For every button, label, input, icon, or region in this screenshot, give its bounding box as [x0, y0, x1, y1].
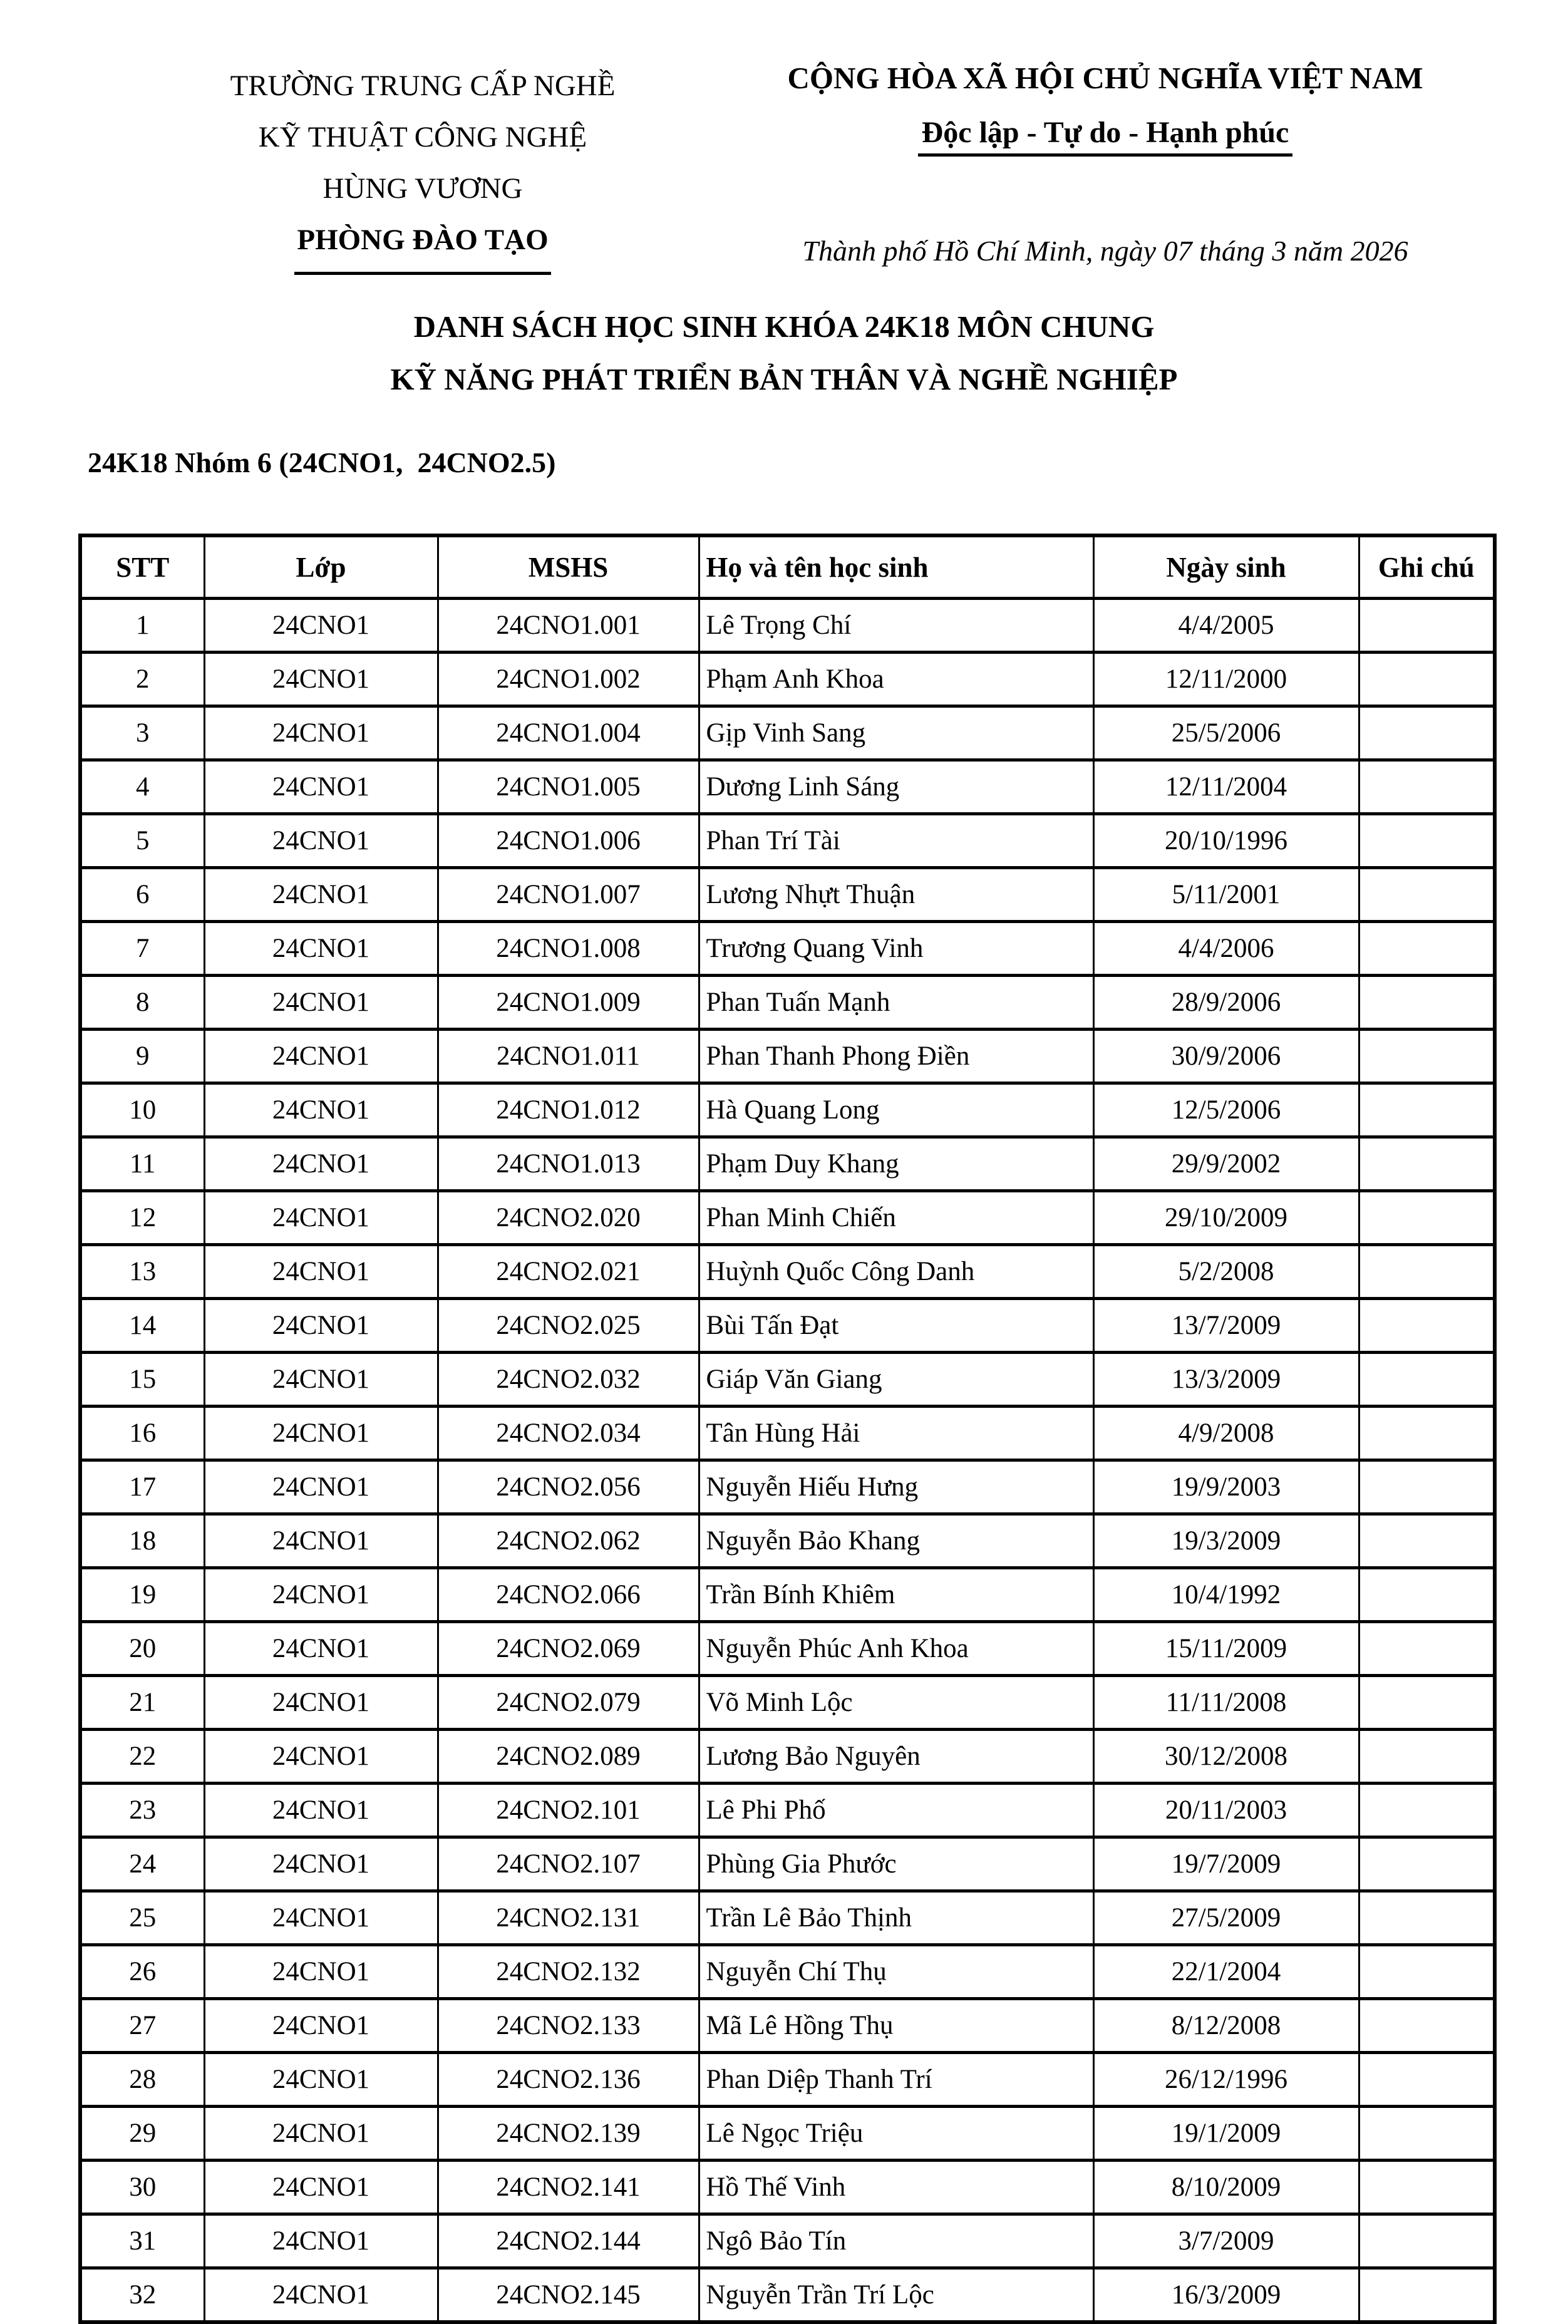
column-header-note: Ghi chú: [1359, 535, 1495, 599]
cell-note: [1359, 2214, 1495, 2268]
document-title-line1: DANH SÁCH HỌC SINH KHÓA 24K18 MÔN CHUNG: [413, 309, 1155, 344]
cell-stt: 15: [80, 1353, 204, 1407]
cell-lop: 24CNO1: [204, 1030, 438, 1083]
national-motto-line2-text: Độc lập - Tự do - Hạnh phúc: [918, 115, 1293, 157]
cell-dob: 5/11/2001: [1093, 868, 1359, 922]
cell-name: Phan Tuấn Mạnh: [699, 976, 1093, 1030]
cell-note: [1359, 868, 1495, 922]
table-row: [80, 2268, 1495, 2323]
cell-lop: 24CNO1: [204, 653, 438, 706]
cell-mshs: 24CNO2.089: [438, 1730, 699, 1784]
cell-lop: 24CNO1: [204, 1622, 438, 1676]
cell-name: Phùng Gia Phước: [699, 1837, 1093, 1891]
cell-lop: 24CNO1: [204, 1514, 438, 1568]
table-row: [80, 1083, 1495, 1137]
department-name-text: PHÒNG ĐÀO TẠO: [294, 214, 550, 275]
cell-stt: 11: [80, 1137, 204, 1191]
cell-mshs: 24CNO2.131: [438, 1891, 699, 1945]
cell-dob: 30/9/2006: [1093, 1030, 1359, 1083]
cell-lop: 24CNO1: [204, 599, 438, 653]
cell-stt: 5: [80, 814, 204, 868]
cell-note: [1359, 653, 1495, 706]
cell-name: Lương Bảo Nguyên: [699, 1730, 1093, 1784]
cell-dob: 20/11/2003: [1093, 1784, 1359, 1837]
cell-note: [1359, 1460, 1495, 1514]
cell-lop: 24CNO1: [204, 1568, 438, 1622]
cell-name: Trương Quang Vinh: [699, 922, 1093, 976]
cell-mshs: 24CNO2.139: [438, 2107, 699, 2161]
cell-lop: 24CNO1: [204, 706, 438, 760]
cell-mshs: 24CNO2.107: [438, 1837, 699, 1891]
cell-dob: 29/10/2009: [1093, 1191, 1359, 1245]
cell-mshs: 24CNO2.021: [438, 1245, 699, 1299]
cell-dob: 13/3/2009: [1093, 1353, 1359, 1407]
cell-mshs: 24CNO2.132: [438, 1945, 699, 1999]
cell-dob: 12/5/2006: [1093, 1083, 1359, 1137]
cell-dob: 10/4/1992: [1093, 1568, 1359, 1622]
group-label: 24K18 Nhóm 6 (24CNO1, 24CNO2.5): [88, 447, 556, 478]
cell-mshs: 24CNO2.066: [438, 1568, 699, 1622]
table-row: [80, 1245, 1495, 1299]
cell-mshs: 24CNO2.079: [438, 1676, 699, 1730]
cell-stt: 23: [80, 1784, 204, 1837]
cell-stt: 8: [80, 976, 204, 1030]
cell-dob: 27/5/2009: [1093, 1891, 1359, 1945]
cell-name: Lê Trọng Chí: [699, 599, 1093, 653]
table-row: [80, 1353, 1495, 1407]
cell-stt: 13: [80, 1245, 204, 1299]
cell-mshs: 24CNO1.005: [438, 760, 699, 814]
cell-mshs: 24CNO1.007: [438, 868, 699, 922]
cell-stt: 21: [80, 1676, 204, 1730]
cell-mshs: 24CNO2.144: [438, 2214, 699, 2268]
cell-stt: 14: [80, 1299, 204, 1353]
cell-stt: 2: [80, 653, 204, 706]
student-table: [78, 534, 1497, 2324]
cell-lop: 24CNO1: [204, 1299, 438, 1353]
cell-note: [1359, 1730, 1495, 1784]
table-row: [80, 1407, 1495, 1460]
column-header-dob: Ngày sinh: [1093, 535, 1359, 599]
table-row: [80, 706, 1495, 760]
cell-stt: 31: [80, 2214, 204, 2268]
cell-lop: 24CNO1: [204, 814, 438, 868]
table-header-row: [80, 535, 1495, 599]
document-title: [0, 301, 1568, 406]
table-row: [80, 760, 1495, 814]
cell-note: [1359, 1083, 1495, 1137]
national-motto-line2: [708, 115, 1503, 157]
cell-note: [1359, 976, 1495, 1030]
cell-dob: 12/11/2004: [1093, 760, 1359, 814]
cell-mshs: 24CNO2.025: [438, 1299, 699, 1353]
cell-note: [1359, 1191, 1495, 1245]
column-header-name: Họ và tên học sinh: [699, 535, 1093, 599]
cell-name: Phan Trí Tài: [699, 814, 1093, 868]
cell-dob: 16/3/2009: [1093, 2268, 1359, 2323]
cell-note: [1359, 1999, 1495, 2053]
cell-name: Huỳnh Quốc Công Danh: [699, 1245, 1093, 1299]
cell-note: [1359, 1245, 1495, 1299]
cell-note: [1359, 1622, 1495, 1676]
cell-note: [1359, 1568, 1495, 1622]
cell-lop: 24CNO1: [204, 1945, 438, 1999]
cell-lop: 24CNO1: [204, 1676, 438, 1730]
cell-name: Dương Linh Sáng: [699, 760, 1093, 814]
cell-dob: 13/7/2009: [1093, 1299, 1359, 1353]
cell-note: [1359, 2107, 1495, 2161]
cell-lop: 24CNO1: [204, 2268, 438, 2323]
national-header: [708, 60, 1503, 323]
cell-stt: 4: [80, 760, 204, 814]
cell-lop: 24CNO1: [204, 976, 438, 1030]
cell-name: Trần Lê Bảo Thịnh: [699, 1891, 1093, 1945]
cell-name: Phan Diệp Thanh Trí: [699, 2053, 1093, 2107]
cell-name: Giáp Văn Giang: [699, 1353, 1093, 1407]
cell-name: Nguyễn Trần Trí Lộc: [699, 2268, 1093, 2323]
cell-mshs: 24CNO2.069: [438, 1622, 699, 1676]
table-row: [80, 2053, 1495, 2107]
table-row: [80, 2161, 1495, 2214]
cell-mshs: 24CNO2.032: [438, 1353, 699, 1407]
cell-note: [1359, 1784, 1495, 1837]
cell-name: Lê Ngọc Triệu: [699, 2107, 1093, 2161]
cell-dob: 12/11/2000: [1093, 653, 1359, 706]
cell-lop: 24CNO1: [204, 1730, 438, 1784]
school-header: [110, 60, 736, 275]
cell-stt: 29: [80, 2107, 204, 2161]
cell-lop: 24CNO1: [204, 1891, 438, 1945]
cell-note: [1359, 599, 1495, 653]
column-header-lop: Lớp: [204, 535, 438, 599]
cell-note: [1359, 2161, 1495, 2214]
cell-note: [1359, 1945, 1495, 1999]
table-row: [80, 814, 1495, 868]
cell-stt: 25: [80, 1891, 204, 1945]
cell-stt: 10: [80, 1083, 204, 1137]
cell-name: Nguyễn Hiếu Hưng: [699, 1460, 1093, 1514]
cell-dob: 19/9/2003: [1093, 1460, 1359, 1514]
cell-lop: 24CNO1: [204, 1837, 438, 1891]
table-row: [80, 599, 1495, 653]
cell-lop: 24CNO1: [204, 760, 438, 814]
table-row: [80, 1784, 1495, 1837]
cell-dob: 4/9/2008: [1093, 1407, 1359, 1460]
cell-note: [1359, 1299, 1495, 1353]
table-row: [80, 1622, 1495, 1676]
column-header-stt: STT: [80, 535, 204, 599]
cell-mshs: 24CNO1.006: [438, 814, 699, 868]
cell-mshs: 24CNO2.136: [438, 2053, 699, 2107]
cell-name: Bùi Tấn Đạt: [699, 1299, 1093, 1353]
cell-mshs: 24CNO1.009: [438, 976, 699, 1030]
cell-name: Nguyễn Chí Thụ: [699, 1945, 1093, 1999]
cell-lop: 24CNO1: [204, 2107, 438, 2161]
cell-dob: 20/10/1996: [1093, 814, 1359, 868]
table-row: [80, 1137, 1495, 1191]
cell-name: Tân Hùng Hải: [699, 1407, 1093, 1460]
cell-stt: 32: [80, 2268, 204, 2323]
table-row: [80, 868, 1495, 922]
cell-mshs: 24CNO1.002: [438, 653, 699, 706]
cell-stt: 28: [80, 2053, 204, 2107]
cell-note: [1359, 1676, 1495, 1730]
place-date-line: Thành phố Hồ Chí Minh, ngày 07 tháng 3 năm 2026: [802, 235, 1408, 267]
cell-name: Hà Quang Long: [699, 1083, 1093, 1137]
cell-stt: 30: [80, 2161, 204, 2214]
cell-lop: 24CNO1: [204, 1083, 438, 1137]
cell-note: [1359, 922, 1495, 976]
cell-mshs: 24CNO1.001: [438, 599, 699, 653]
cell-stt: 9: [80, 1030, 204, 1083]
table-row: [80, 2107, 1495, 2161]
cell-note: [1359, 1407, 1495, 1460]
table-row: [80, 1999, 1495, 2053]
table-row: [80, 1299, 1495, 1353]
cell-dob: 25/5/2006: [1093, 706, 1359, 760]
cell-dob: 11/11/2008: [1093, 1676, 1359, 1730]
column-header-mshs: MSHS: [438, 535, 699, 599]
cell-dob: 8/12/2008: [1093, 1999, 1359, 2053]
cell-dob: 19/3/2009: [1093, 1514, 1359, 1568]
table-row: [80, 1460, 1495, 1514]
cell-stt: 6: [80, 868, 204, 922]
table-row: [80, 1030, 1495, 1083]
cell-lop: 24CNO1: [204, 2053, 438, 2107]
cell-mshs: 24CNO1.013: [438, 1137, 699, 1191]
cell-stt: 17: [80, 1460, 204, 1514]
cell-stt: 27: [80, 1999, 204, 2053]
cell-dob: 15/11/2009: [1093, 1622, 1359, 1676]
cell-dob: 3/7/2009: [1093, 2214, 1359, 2268]
table-row: [80, 976, 1495, 1030]
cell-stt: 19: [80, 1568, 204, 1622]
cell-dob: 4/4/2005: [1093, 599, 1359, 653]
cell-note: [1359, 1837, 1495, 1891]
cell-name: Hồ Thế Vinh: [699, 2161, 1093, 2214]
cell-mshs: 24CNO1.008: [438, 922, 699, 976]
table-row: [80, 922, 1495, 976]
cell-name: Võ Minh Lộc: [699, 1676, 1093, 1730]
cell-lop: 24CNO1: [204, 2161, 438, 2214]
cell-mshs: 24CNO2.141: [438, 2161, 699, 2214]
cell-mshs: 24CNO1.011: [438, 1030, 699, 1083]
cell-dob: 4/4/2006: [1093, 922, 1359, 976]
cell-name: Gịp Vinh Sang: [699, 706, 1093, 760]
cell-mshs: 24CNO2.133: [438, 1999, 699, 2053]
table-row: [80, 1730, 1495, 1784]
cell-mshs: 24CNO2.056: [438, 1460, 699, 1514]
table-row: [80, 1191, 1495, 1245]
school-name-line2: KỸ THUẬT CÔNG NGHỆ: [258, 121, 587, 153]
cell-note: [1359, 706, 1495, 760]
cell-name: Trần Bính Khiêm: [699, 1568, 1093, 1622]
cell-mshs: 24CNO2.145: [438, 2268, 699, 2323]
cell-name: Phạm Anh Khoa: [699, 653, 1093, 706]
table-row: [80, 1676, 1495, 1730]
cell-mshs: 24CNO1.012: [438, 1083, 699, 1137]
cell-stt: 24: [80, 1837, 204, 1891]
cell-dob: 28/9/2006: [1093, 976, 1359, 1030]
table-row: [80, 1837, 1495, 1891]
table-body: [80, 599, 1495, 2323]
table-row: [80, 1568, 1495, 1622]
cell-dob: 5/2/2008: [1093, 1245, 1359, 1299]
table-row: [80, 1945, 1495, 1999]
cell-note: [1359, 1891, 1495, 1945]
cell-mshs: 24CNO2.062: [438, 1514, 699, 1568]
cell-lop: 24CNO1: [204, 1784, 438, 1837]
cell-lop: 24CNO1: [204, 1407, 438, 1460]
cell-dob: 26/12/1996: [1093, 2053, 1359, 2107]
cell-dob: 29/9/2002: [1093, 1137, 1359, 1191]
cell-lop: 24CNO1: [204, 1353, 438, 1407]
cell-stt: 22: [80, 1730, 204, 1784]
cell-name: Ngô Bảo Tín: [699, 2214, 1093, 2268]
cell-name: Lương Nhựt Thuận: [699, 868, 1093, 922]
table-row: [80, 2214, 1495, 2268]
cell-stt: 18: [80, 1514, 204, 1568]
table-row: [80, 653, 1495, 706]
cell-note: [1359, 1353, 1495, 1407]
cell-mshs: 24CNO1.004: [438, 706, 699, 760]
cell-name: Phạm Duy Khang: [699, 1137, 1093, 1191]
cell-note: [1359, 760, 1495, 814]
cell-stt: 3: [80, 706, 204, 760]
cell-note: [1359, 2053, 1495, 2107]
table-row: [80, 1891, 1495, 1945]
cell-name: Phan Thanh Phong Điền: [699, 1030, 1093, 1083]
cell-stt: 1: [80, 599, 204, 653]
department-name: [110, 214, 736, 275]
cell-stt: 16: [80, 1407, 204, 1460]
cell-note: [1359, 1514, 1495, 1568]
school-name-line1: TRƯỜNG TRUNG CẤP NGHỀ: [230, 70, 616, 102]
cell-note: [1359, 1137, 1495, 1191]
cell-lop: 24CNO1: [204, 1460, 438, 1514]
cell-dob: 19/7/2009: [1093, 1837, 1359, 1891]
cell-lop: 24CNO1: [204, 1245, 438, 1299]
cell-lop: 24CNO1: [204, 1137, 438, 1191]
cell-note: [1359, 2268, 1495, 2323]
cell-stt: 7: [80, 922, 204, 976]
document-title-line2: KỸ NĂNG PHÁT TRIỂN BẢN THÂN VÀ NGHỀ NGHIỆP: [390, 362, 1178, 396]
table-row: [80, 1514, 1495, 1568]
cell-lop: 24CNO1: [204, 868, 438, 922]
school-name-line3: HÙNG VƯƠNG: [322, 172, 523, 205]
cell-name: Phan Minh Chiến: [699, 1191, 1093, 1245]
cell-stt: 26: [80, 1945, 204, 1999]
national-motto-line1: CỘNG HÒA XÃ HỘI CHỦ NGHĨA VIỆT NAM: [787, 61, 1423, 95]
cell-dob: 22/1/2004: [1093, 1945, 1359, 1999]
cell-mshs: 24CNO2.020: [438, 1191, 699, 1245]
cell-stt: 20: [80, 1622, 204, 1676]
cell-name: Nguyễn Phúc Anh Khoa: [699, 1622, 1093, 1676]
cell-name: Nguyễn Bảo Khang: [699, 1514, 1093, 1568]
cell-lop: 24CNO1: [204, 2214, 438, 2268]
cell-lop: 24CNO1: [204, 1191, 438, 1245]
cell-mshs: 24CNO2.034: [438, 1407, 699, 1460]
cell-note: [1359, 1030, 1495, 1083]
cell-name: Lê Phi Phố: [699, 1784, 1093, 1837]
cell-lop: 24CNO1: [204, 1999, 438, 2053]
cell-name: Mã Lê Hồng Thụ: [699, 1999, 1093, 2053]
cell-lop: 24CNO1: [204, 922, 438, 976]
cell-mshs: 24CNO2.101: [438, 1784, 699, 1837]
cell-dob: 19/1/2009: [1093, 2107, 1359, 2161]
cell-dob: 30/12/2008: [1093, 1730, 1359, 1784]
cell-stt: 12: [80, 1191, 204, 1245]
table-head: [80, 535, 1495, 599]
cell-dob: 8/10/2009: [1093, 2161, 1359, 2214]
cell-note: [1359, 814, 1495, 868]
